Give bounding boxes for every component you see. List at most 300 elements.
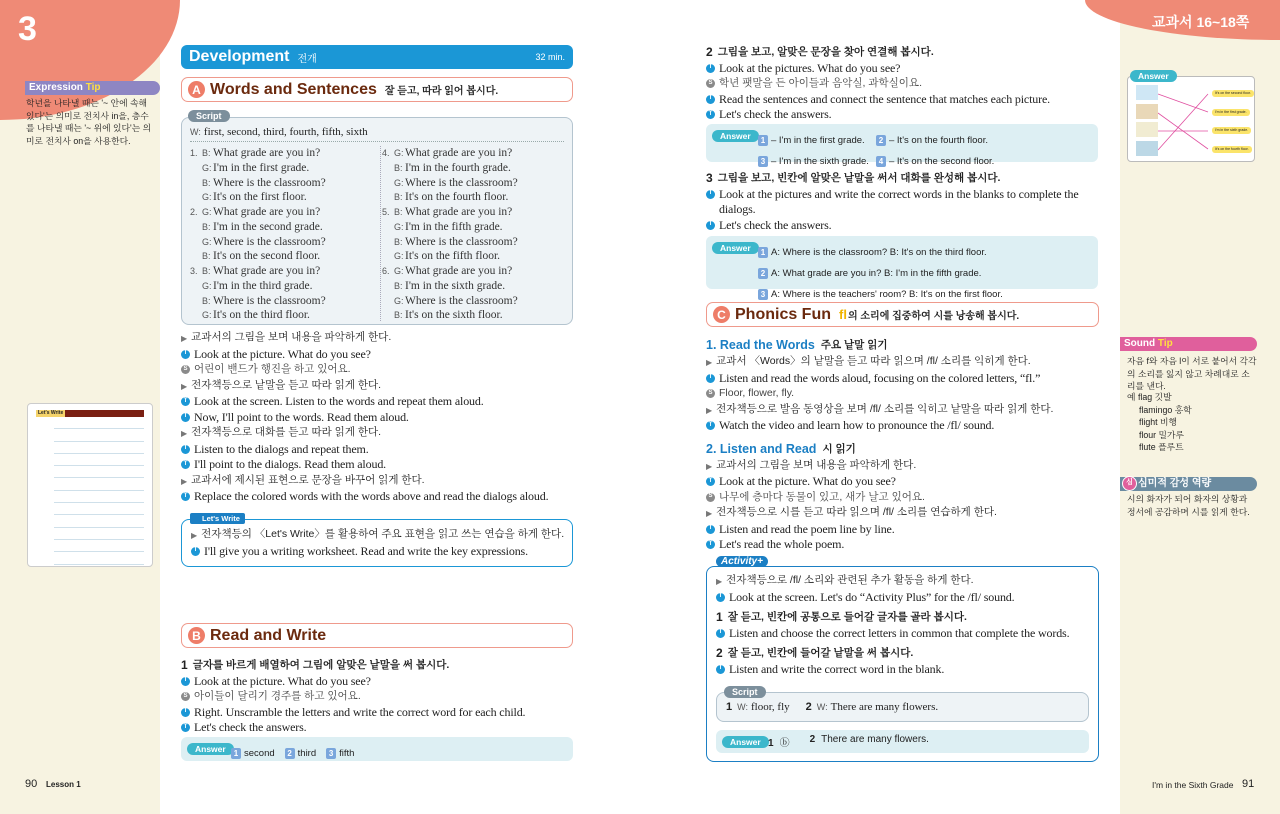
arrow-icon: ▶ (191, 531, 198, 540)
dialog-text: It's on the sixth floor. (405, 309, 503, 322)
ruled-line (54, 417, 144, 429)
dialog-number (190, 294, 202, 309)
answer-text: fifth (339, 748, 355, 759)
speaker: B: (202, 251, 211, 262)
line-text: 교과서에 제시된 표현으로 문장을 바꾸어 읽게 한다. (191, 473, 425, 486)
sound-tip-examples (1127, 391, 1257, 454)
ruled-line (54, 552, 144, 564)
teacher-line (181, 457, 573, 473)
speaker: G: (202, 310, 212, 321)
line-text: 전자책등으로 대화를 듣고 따라 읽게 한다. (191, 426, 382, 438)
line-text: I'll give you a writing worksheet. Read and write the key expressions. (204, 543, 528, 558)
dialog-number (382, 220, 394, 235)
teacher-line (181, 489, 573, 505)
script-item (726, 701, 790, 713)
dialog-line (190, 279, 326, 294)
speaker: G: (394, 251, 404, 262)
line-text: 어린이 밴드가 행진을 하고 있어요. (194, 363, 351, 375)
teacher-icon: T (706, 64, 715, 73)
expression-tip-text: 학년을 나타낼 때는 '~ 안에 속해 있다'는 의미로 전치사 in을, 층수를 나타낼 때는 '~ 위에 있다'는 의미로 전치사 on을 사용한다. (26, 98, 152, 146)
dialog-line (190, 249, 326, 264)
line-text: I'll point to the dialogs. Read them aloud. (194, 457, 387, 471)
dialog-line (382, 264, 518, 279)
line-text: 2. Listen and Read (706, 441, 817, 456)
arrow-icon: ▶ (181, 429, 188, 438)
teacher-line (181, 410, 573, 426)
sound-tip-header: Sound Tip (1120, 337, 1257, 351)
teacher-icon: T (706, 421, 715, 430)
example-word: flag 깃발 (1137, 392, 1172, 402)
dialog-4 (382, 146, 518, 205)
teacher-line (706, 474, 1106, 490)
answer-text: – It's on the second floor. (889, 156, 995, 167)
teacher-line (706, 107, 1100, 123)
answer-number: 3 (758, 289, 768, 300)
dialog-line (382, 161, 518, 176)
dialog-6 (382, 264, 518, 323)
teacher-line (181, 720, 573, 736)
dialog-number: 5. (382, 207, 390, 217)
development-bar (181, 45, 573, 69)
dialog-text: I'm in the fourth grade. (405, 161, 511, 174)
dialog-text: Where is the classroom? (213, 294, 326, 307)
q3-lines (706, 166, 1106, 233)
dialog-text: I'm in the third grade. (213, 279, 313, 292)
dialog-text: It's on the fourth floor. (405, 191, 509, 204)
dialog-number: 1. (190, 148, 198, 158)
thumb-sentence: It's on the fourth floor. (1212, 146, 1252, 153)
column-divider (380, 146, 381, 321)
line-text: Now, I'll point to the words. Read them aloud. (194, 409, 409, 424)
dialog-line (382, 235, 518, 250)
teacher-icon: T (191, 547, 200, 556)
answer-item (876, 130, 1036, 148)
dialog-number (190, 235, 202, 250)
teacher-icon: T (706, 477, 715, 486)
arrow-icon: ▶ (706, 461, 713, 471)
subheading-korean: 시 읽기 (822, 442, 856, 455)
line-text: 나무에 층마다 동물이 있고, 새가 날고 있어요. (719, 490, 925, 503)
dialog-5 (382, 205, 518, 264)
line-text: 잘 듣고, 빈칸에 공통으로 들어갈 글자를 골라 봅시다. (727, 611, 967, 623)
dialog-number (382, 235, 394, 250)
competency-text: 시의 화자가 되어 화자의 상황과 정서에 공감하며 시를 읽게 한다. (1127, 494, 1250, 517)
answer-thumb-label: Answer (1130, 70, 1177, 82)
directive-line (181, 378, 573, 395)
line-text: Let's read the whole poem. (719, 537, 845, 551)
arrow-icon: ▶ (706, 509, 713, 518)
teacher-line (716, 662, 1096, 678)
student-icon: S (706, 79, 715, 88)
dialog-number (190, 308, 202, 323)
line-text: Look at the picture. What do you see? (194, 673, 371, 688)
dialog-text: I'm in the fifth grade. (405, 220, 503, 233)
dialog-line (382, 190, 518, 205)
answer-text: ⓑ (779, 738, 790, 749)
lesson-label: Lesson 1 (46, 780, 81, 789)
line-text: Look at the pictures and write the correct words in the blanks to complete the dialogs. (719, 186, 1079, 216)
dialog-text: What grade are you in? (405, 147, 513, 159)
dialog-number: 2. (190, 207, 198, 217)
dialog-number (382, 249, 394, 264)
dialog-line (190, 235, 326, 250)
line-text: Look at the screen. Let's do “Activity Plus” for the /fl/ sound. (729, 589, 1015, 604)
student-icon: S (181, 365, 190, 374)
teacher-icon: T (181, 350, 190, 359)
student-line (706, 76, 1100, 92)
speaker: B: (202, 148, 211, 158)
directive-line (706, 505, 1106, 522)
dialog-text: It's on the third floor. (213, 309, 310, 322)
dialog-number (382, 176, 394, 191)
line-text: 학년 팻말을 든 아이들과 음악실, 과학실이요. (719, 77, 922, 89)
example-word: flamingo 홍학 (1139, 404, 1192, 415)
dialog-1 (190, 146, 326, 205)
expression-tip-header: Expression Tip (25, 81, 160, 95)
teacher-icon: T (706, 374, 715, 383)
ruled-line (54, 466, 144, 478)
q2-lines (706, 40, 1100, 123)
dialog-text: Where is the classroom? (213, 235, 326, 248)
teacher-icon: T (706, 110, 715, 119)
dialog-line (190, 294, 326, 309)
speaker: B: (202, 266, 211, 276)
line-text: Listen and read the words aloud, focusing on the colored letters, “fl.” (719, 370, 1041, 385)
answer-box (181, 737, 573, 761)
example-word: flour 밀가루 (1139, 429, 1185, 440)
dialog-line (190, 264, 326, 279)
teacher-line (181, 442, 573, 458)
script-number: 1 (726, 701, 733, 713)
dialog-text: Where is the classroom? (405, 176, 518, 189)
script-w-text: first, second, third, fourth, fifth, sixth (203, 126, 368, 138)
arrow-icon: ▶ (181, 381, 188, 391)
dialog-2 (190, 205, 326, 264)
ruled-line (54, 528, 144, 540)
dialog-number (382, 190, 394, 205)
dialog-line (190, 308, 326, 323)
speaker: B: (394, 192, 403, 203)
speaker: B: (394, 162, 403, 173)
speaker: B: (394, 207, 403, 217)
student-line (706, 386, 1106, 402)
section-a-lines (181, 330, 573, 505)
dialog-text: What grade are you in? (213, 147, 321, 159)
teacher-icon: T (181, 445, 190, 454)
dialog-text: It's on the second floor. (213, 250, 321, 263)
line-text: 전자책등의 〈Let's Write〉를 활용하여 주요 표현을 읽고 쓰는 연습을 하게 한다. (201, 528, 565, 540)
sound-tip-text: 자음 f와 자음 l이 서로 붙어서 각각의 소리를 잃지 않고 차례대로 소리를 낸다. (1127, 356, 1257, 391)
question-number: 3 (706, 171, 713, 185)
answer-number: 2 (809, 734, 816, 745)
speaker: G: (394, 148, 404, 158)
teacher-icon: T (181, 723, 190, 732)
line-text: Let's check the answers. (719, 107, 832, 121)
teacher-line (706, 537, 1106, 553)
line-text: Watch the video and learn how to pronounce the /fl/ sound. (719, 418, 995, 432)
answer-item (758, 263, 1003, 281)
worksheet-header (36, 410, 144, 417)
answer-number: 3 (326, 748, 336, 759)
speaker: G: (394, 177, 404, 188)
line-text: 글자를 바르게 배열하여 그림에 알맞은 낱말을 써 봅시다. (192, 659, 450, 671)
teacher-line (181, 347, 573, 363)
answer-text: second (244, 748, 275, 759)
section-b-lines (181, 653, 573, 736)
teacher-line (706, 61, 1100, 77)
answer-number: 2 (285, 748, 295, 759)
teacher-line (181, 394, 573, 410)
line-text: Look at the picture. What do you see? (719, 474, 896, 488)
line-text: 교과서 〈Words〉의 낱말을 듣고 따라 읽으며 /fl/ 소리를 익히게 한다. (716, 355, 1031, 367)
teacher-icon: T (181, 460, 190, 469)
answer-box (706, 236, 1098, 300)
student-line (181, 362, 573, 378)
dialog-line (190, 176, 326, 191)
answer-text: There are many flowers. (821, 734, 929, 745)
teacher-icon: T (706, 540, 715, 549)
answer-box (716, 730, 1089, 753)
teacher-icon: T (181, 413, 190, 422)
dialog-number: 3. (190, 266, 198, 276)
speaker: G: (394, 266, 404, 276)
development-title: Development (189, 48, 290, 65)
development-time: 32 min. (535, 52, 565, 62)
dialog-text: It's on the first floor. (213, 191, 307, 204)
teacher-icon: T (716, 629, 725, 638)
subheading-korean: 주요 낱말 읽기 (820, 339, 888, 351)
script-text: There are many flowers. (830, 701, 939, 713)
speaker: G: (202, 236, 212, 247)
student-line (706, 490, 1106, 506)
answer-item (326, 743, 354, 761)
speaker: B: (394, 280, 403, 291)
ruled-line (54, 429, 144, 441)
question-number: 2 (716, 646, 723, 660)
question-heading (716, 646, 1096, 662)
answer-number: 1 (758, 247, 768, 258)
speaker: B: (202, 295, 211, 306)
section-title: Read and Write (210, 626, 327, 644)
example-word: flute 플루트 (1139, 442, 1184, 452)
section-letter-badge: C (713, 306, 730, 323)
teacher-icon: T (181, 677, 190, 686)
directive-line (191, 527, 569, 544)
teacher-icon: T (706, 95, 715, 104)
directive-line (706, 458, 1106, 475)
line-text: Let's check the answers. (194, 720, 307, 734)
thumb-sentence: It's on the second floor. (1212, 90, 1254, 97)
answer-thumbnail[interactable] (1127, 76, 1255, 162)
dialog-line (382, 220, 518, 235)
arrow-icon: ▶ (706, 405, 713, 415)
dialog-line (382, 176, 518, 191)
teacher-icon: T (706, 190, 715, 199)
teacher-icon: T (716, 665, 725, 674)
script-item (806, 701, 938, 713)
section-c-header (706, 302, 1099, 327)
question-heading (181, 658, 573, 674)
answer-number: 1 (231, 748, 241, 759)
speaker: B: (394, 236, 403, 247)
arrow-icon: ▶ (181, 476, 188, 486)
answer-text: – I'm in the sixth grade. (771, 156, 869, 167)
directive-line (181, 425, 573, 442)
section-letter-badge: A (188, 81, 205, 98)
speaker: G: (202, 192, 212, 203)
fl-highlight: fl (839, 307, 847, 322)
dialog-number: 6. (382, 266, 390, 276)
answer-number: 4 (876, 156, 886, 167)
answer-item (810, 734, 929, 749)
script-label: Script (188, 110, 230, 122)
lets-write-lines (191, 527, 569, 559)
student-icon: S (706, 389, 715, 398)
answer-number: 3 (758, 156, 768, 167)
question-heading (706, 45, 1100, 61)
speaker: B: (202, 221, 211, 232)
line-text: 1. Read the Words (706, 338, 815, 352)
script-w-line (190, 126, 564, 142)
line-text: 교과서의 그림을 보며 내용을 파악하게 한다. (716, 458, 917, 471)
line-text: Listen and read the poem line by line. (719, 521, 895, 536)
teacher-icon: T (181, 397, 190, 406)
line-text: 전자책등으로 발음 동영상을 보며 /fl/ 소리를 익히고 낱말을 따라 읽게 한다. (716, 402, 1054, 415)
dialog-text: What grade are you in? (405, 206, 513, 218)
answer-number: 2 (758, 268, 768, 279)
line-text: Listen to the dialogs and repeat them. (194, 441, 369, 456)
student-icon: S (706, 493, 715, 502)
line-text: Replace the colored words with the words above and read the dialogs aloud. (194, 489, 549, 503)
teacher-icon: T (181, 492, 190, 501)
directive-line (181, 330, 573, 347)
dialog-number (190, 249, 202, 264)
answer-text: A: Where is the classroom? B: It's on the third floor. (771, 247, 987, 258)
chapter-number: 3 (18, 10, 37, 48)
answer-text: A: What grade are you in? B: I'm in the fifth grade. (771, 268, 982, 279)
answer-text: A: Where is the teachers' room? B: It's on the first floor. (771, 289, 1003, 300)
teacher-line (706, 187, 1106, 218)
speaker: G: (394, 295, 404, 306)
section-title: Phonics Fun (735, 305, 831, 323)
dialog-text: I'm in the first grade. (213, 161, 310, 174)
line-text: Floor, flower, fly. (719, 387, 795, 399)
dialog-text: Where is the classroom? (213, 176, 326, 189)
speaker: W: (190, 127, 201, 137)
section-instruction: 의 소리에 집중하여 시를 낭송해 봅시다. (847, 311, 1020, 322)
activity-plus-label: Activity+ (716, 556, 768, 567)
teacher-line (706, 522, 1106, 538)
section-c-lines (706, 330, 1106, 553)
dialog-line (382, 308, 518, 323)
teacher-icon: T (181, 708, 190, 717)
ruled-line (54, 491, 144, 503)
dialog-text: Where is the classroom? (405, 235, 518, 248)
speaker: G: (394, 221, 404, 232)
arrow-icon: ▶ (716, 577, 723, 586)
dialog-number (190, 279, 202, 294)
script-label: Script (724, 686, 766, 698)
speaker: G: (202, 280, 212, 291)
line-text: Look at the picture. What do you see? (194, 346, 371, 361)
answer-label: Answer (712, 242, 759, 254)
script-text: floor, fly (750, 701, 790, 713)
line-text: Right. Unscramble the letters and write the correct word for each child. (194, 704, 526, 719)
line-text: Listen and write the correct word in the blank. (729, 661, 945, 676)
dialog-line (382, 205, 518, 220)
speaker: G: (202, 207, 212, 217)
ruled-line (54, 454, 144, 466)
dialog-number (190, 220, 202, 235)
line-text: 그림을 보고, 알맞은 문장을 찾아 연결해 봅시다. (717, 46, 934, 58)
activity-script-box (716, 692, 1089, 722)
answer-label: Answer (712, 130, 759, 142)
dialog-text: It's on the fifth floor. (405, 250, 501, 263)
question-number: 1 (181, 658, 188, 672)
subheading (706, 440, 1106, 458)
subheading (706, 336, 1106, 354)
answer-text: – It's on the fourth floor. (889, 135, 988, 146)
page-number-left: 90 (25, 778, 38, 790)
dialog-number (382, 308, 394, 323)
arrow-icon: ▶ (181, 334, 188, 343)
dialog-text: Where is the classroom? (405, 294, 518, 307)
speaker: W: (737, 702, 748, 712)
dialog-line (382, 294, 518, 309)
lesson-title: I'm in the Sixth Grade (1152, 780, 1234, 790)
thumb-sentence: I'm in the first grade. (1212, 109, 1250, 116)
dialog-text: What grade are you in? (405, 265, 513, 277)
example-mark: 예 (1127, 392, 1136, 402)
speaker: W: (816, 702, 828, 712)
development-subtitle: 전개 (297, 53, 317, 65)
page-number-right: 91 (1242, 778, 1255, 790)
ruled-line (54, 503, 144, 515)
ruled-line (54, 478, 144, 490)
dialog-number (190, 190, 202, 205)
line-text: 잘 듣고, 빈칸에 들어갈 낱말을 써 봅시다. (727, 647, 914, 659)
answer-label: Answer (722, 736, 769, 748)
dialog-line (190, 205, 326, 220)
dialog-text: What grade are you in? (213, 206, 321, 218)
lets-write-label: Let's Write (190, 513, 245, 524)
worksheet-thumbnail[interactable] (27, 403, 153, 567)
section-title: Words and Sentences (210, 80, 377, 98)
competency-header: 심미적 감성 역량 (1120, 477, 1257, 491)
section-letter-badge: B (188, 627, 205, 644)
answer-number: 1 (758, 135, 768, 146)
answer-label: Answer (187, 743, 234, 755)
answer-text: third (297, 748, 317, 759)
speaker: B: (394, 310, 403, 321)
teacher-line (181, 674, 573, 690)
teacher-line (191, 544, 569, 560)
speaker: G: (202, 162, 212, 173)
answer-item (758, 242, 1003, 260)
ruled-line (54, 515, 144, 527)
answer-item (285, 743, 316, 761)
dialog-number (382, 294, 394, 309)
teacher-line (706, 418, 1106, 434)
script-box (181, 117, 573, 325)
dialog-line (190, 220, 326, 235)
dialog-number (382, 279, 394, 294)
line-text: Look at the pictures. What do you see? (719, 60, 901, 75)
example-word: flight 비행 (1139, 417, 1178, 427)
teacher-line (706, 92, 1100, 108)
dialog-line (190, 146, 326, 161)
ruled-line (54, 540, 144, 552)
